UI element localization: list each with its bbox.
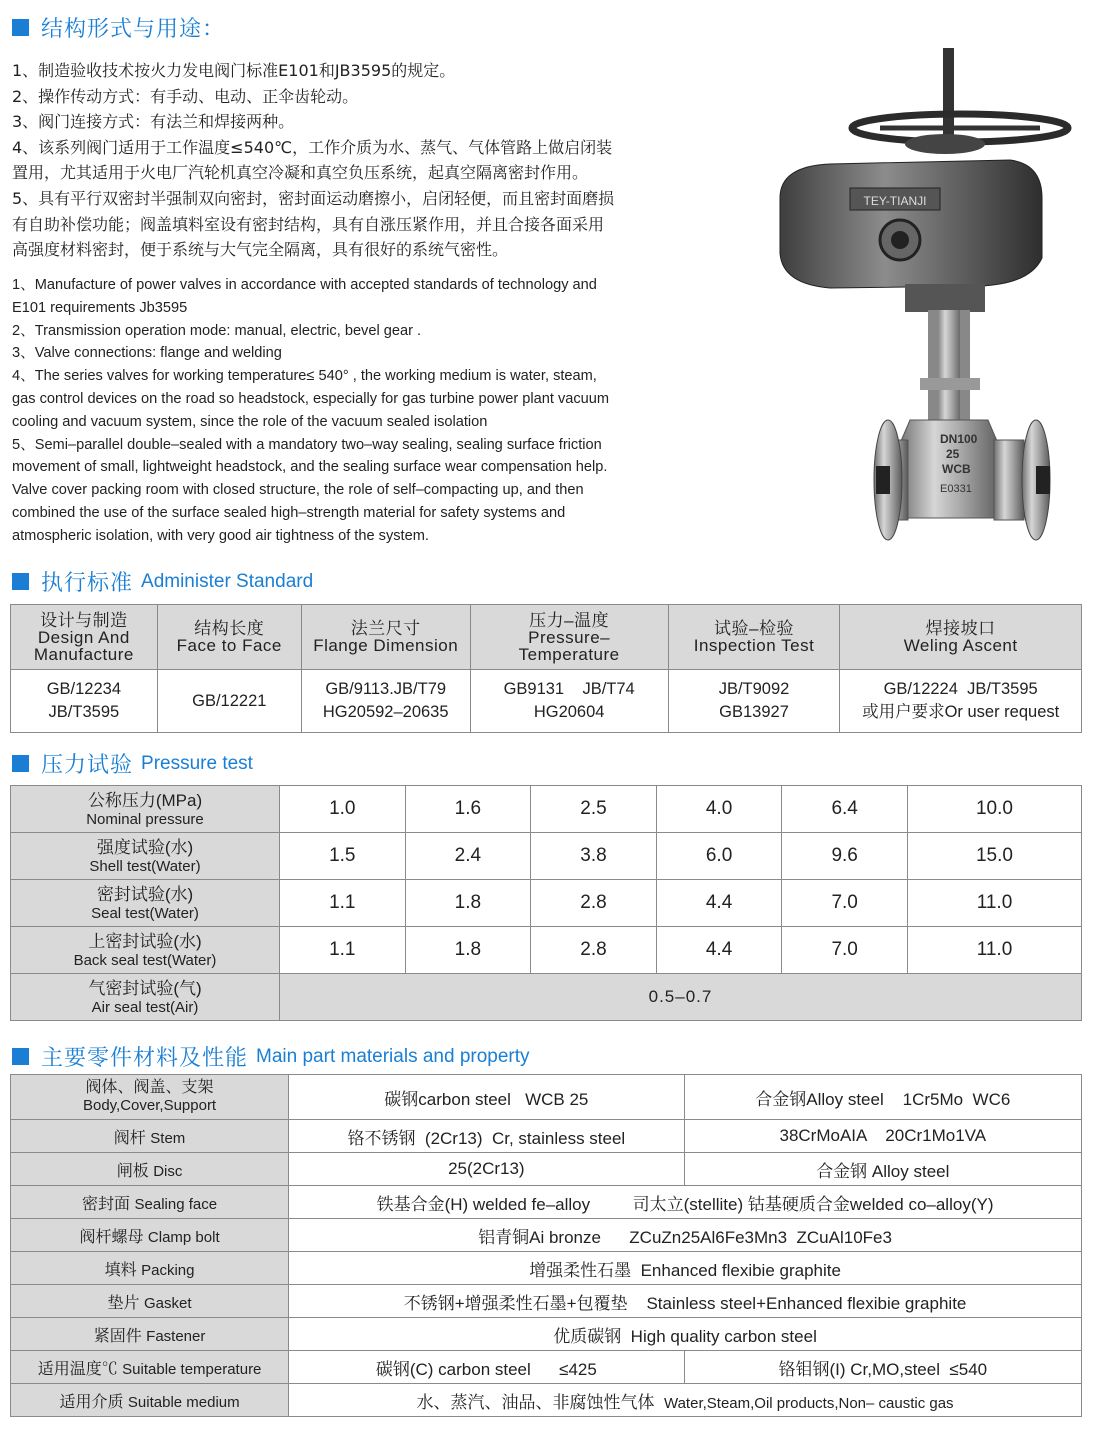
square-bullet-icon [12, 573, 29, 590]
table-cell: 2.4 [405, 833, 531, 880]
row-label: 强度试验(水) Shell test(Water) [11, 833, 280, 880]
table-cell: 1.5 [280, 833, 406, 880]
text-line: 置用，尤其适用于火电厂汽轮机真空冷凝和真空负压系统，起真空隔离密封作用。 [12, 163, 589, 183]
section-title: 结构形式与用途： [41, 17, 226, 42]
section-title-en: Main part materials and property [256, 1045, 530, 1067]
text-line: E101 requirements Jb3595 [12, 299, 188, 316]
text-line: movement of small, lightweight headstock, and the sealing surface wear compensation help. [12, 459, 608, 476]
row-label: 气密封试验(气) Air seal test(Air) [11, 974, 280, 1021]
table-row [11, 880, 1082, 927]
row-label: 适用温度℃ Suitable temperature [11, 1351, 289, 1384]
table-cell: 2.5 [531, 786, 657, 833]
row-label: 适用介质 Suitable medium [11, 1384, 289, 1417]
chinese-description [12, 58, 742, 263]
english-description [12, 274, 712, 548]
table-cell: 4.4 [656, 927, 782, 974]
table-row [11, 1075, 1082, 1120]
header-cell: 法兰尺寸 Flange Dimension [301, 605, 470, 670]
square-bullet-icon [12, 755, 29, 772]
row-label: 上密封试验(水) Back seal test(Water) [11, 927, 280, 974]
table-cell: JB/T9092 GB13927 [668, 670, 840, 733]
text-line: 2、Transmission operation mode: manual, electric, bevel gear . [12, 322, 422, 339]
header-cell: 结构长度 Face to Face [157, 605, 301, 670]
table-cell: 1.1 [280, 880, 406, 927]
text-line: atmospheric isolation, with very good air tightness of the system. [12, 527, 429, 544]
square-bullet-icon [12, 19, 29, 36]
row-label: 密封面 Sealing face [11, 1186, 289, 1219]
text-line: 1、制造验收技术按火力发电阀门标准E101和JB3595的规定。 [12, 61, 456, 80]
table-cell: 2.8 [531, 880, 657, 927]
text-line: 3、阀门连接方式：有法兰和焊接两种。 [12, 112, 295, 132]
table-cell: 15.0 [907, 833, 1081, 880]
table-cell: 1.6 [405, 786, 531, 833]
table-cell: 优质碳钢 High quality carbon steel [289, 1318, 1082, 1351]
row-label: 密封试验(水) Seal test(Water) [11, 880, 280, 927]
row-label: 闸板 Disc [11, 1153, 289, 1186]
header-cell: 压力–温度 Pressure– Temperature [470, 605, 668, 670]
text-line: 4、该系列阀门适用于工作温度≤540℃，工作介质为水、蒸气、气体管路上做启闭装 [12, 137, 613, 157]
section-title-en: Pressure test [141, 752, 253, 774]
table-cell: 2.8 [531, 927, 657, 974]
row-label: 阀体、阀盖、支架 Body,Cover,Support [11, 1075, 289, 1120]
table-row [11, 833, 1082, 880]
table-row [11, 1186, 1082, 1219]
body-mark: 25 [946, 447, 960, 461]
header-cell: 焊接坡口 Weling Ascent [840, 605, 1082, 670]
text-line: 4、The series valves for working temperature≤ 540° , the working medium is water, steam, [12, 368, 597, 385]
table-row [11, 1318, 1082, 1351]
table-cell: 38CrMoAIA 20Cr1Mo1VA [684, 1120, 1081, 1153]
table-cell: 1.1 [280, 927, 406, 974]
body-mark: E0331 [940, 483, 972, 495]
table-header-row [11, 605, 1082, 670]
table-row [11, 1351, 1082, 1384]
standard-table [10, 604, 1082, 733]
text-line: 3、Valve connections: flange and welding [12, 345, 282, 362]
table-cell: 铬不锈钢 (2Cr13) Cr, stainless steel [289, 1120, 685, 1153]
table-row [11, 1219, 1082, 1252]
table-row [11, 1153, 1082, 1186]
plate-text: TEY-TIANJI [863, 194, 927, 208]
table-cell: GB/12224 JB/T3595 或用户要求Or user request [840, 670, 1082, 733]
body-mark: DN100 [940, 432, 978, 446]
text-line: 5、具有平行双密封半强制双向密封，密封面运动磨擦小，启闭轻便，而且密封面磨损 [12, 188, 615, 208]
row-label: 阀杆 Stem [11, 1120, 289, 1153]
row-label: 填料 Packing [11, 1252, 289, 1285]
pressure-test-table [10, 785, 1082, 1021]
gate-valve-image [760, 48, 1080, 548]
text-line: 有自助补偿功能；阀盖填料室设有密封结构，具有自涨压紧作用，并且合接各面采用 [12, 214, 605, 234]
section-header-materials [12, 1041, 530, 1072]
table-row [11, 1384, 1082, 1417]
section-header-structure [12, 12, 225, 43]
table-cell: 4.0 [656, 786, 782, 833]
table-cell: 碳钢carbon steel WCB 25 [289, 1075, 685, 1120]
table-cell: 铝青铜Ai bronze ZCuZn25Al6Fe3Mn3 ZCuAl10Fe3 [289, 1219, 1082, 1252]
text-line: 2、操作传动方式：有手动、电动、正伞齿轮动。 [12, 86, 359, 106]
row-label: 紧固件 Fastener [11, 1318, 289, 1351]
section-header-standard [12, 566, 313, 597]
table-cell: 水、蒸汽、油品、非腐蚀性气体 Water,Steam,Oil products,Non– caustic gas [289, 1384, 1082, 1417]
text-line: 5、Semi–parallel double–sealed with a mandatory two–way sealing, sealing surface friction [12, 436, 602, 453]
table-cell: 1.8 [405, 927, 531, 974]
table-cell: 铁基合金(H) welded fe–alloy 司太立(stellite) 钴基硬质合金welded co–alloy(Y) [289, 1186, 1082, 1219]
table-row [11, 974, 1082, 1021]
materials-table [10, 1074, 1082, 1417]
section-title-cn: 压力试验 [41, 753, 134, 778]
table-row [11, 670, 1082, 733]
table-cell: 9.6 [782, 833, 908, 880]
table-cell: 合金钢Alloy steel 1Cr5Mo WC6 [684, 1075, 1081, 1120]
table-row [11, 1120, 1082, 1153]
table-row [11, 927, 1082, 974]
row-label: 公称压力(MPa) Nominal pressure [11, 786, 280, 833]
table-cell: 0.5–0.7 [280, 974, 1082, 1021]
section-title-cn: 主要零件材料及性能 [41, 1046, 249, 1071]
table-cell: 合金钢 Alloy steel [684, 1153, 1081, 1186]
table-cell: 增强柔性石墨 Enhanced flexibie graphite [289, 1252, 1082, 1285]
section-header-pressure [12, 748, 253, 779]
table-cell: 6.4 [782, 786, 908, 833]
header-cell: 试验–检验 Inspection Test [668, 605, 840, 670]
table-cell: 11.0 [907, 880, 1081, 927]
table-cell: GB/12234 JB/T3595 [11, 670, 158, 733]
text-line: 1、Manufacture of power valves in accordance with accepted standards of technology and [12, 277, 597, 293]
table-cell: 1.8 [405, 880, 531, 927]
table-cell: 10.0 [907, 786, 1081, 833]
table-cell: 铬钼钢(I) Cr,MO,steel ≤540 [684, 1351, 1081, 1384]
table-row [11, 1252, 1082, 1285]
square-bullet-icon [12, 1048, 29, 1065]
table-cell: 7.0 [782, 927, 908, 974]
table-cell: GB/12221 [157, 670, 301, 733]
table-cell: 碳钢(C) carbon steel ≤425 [289, 1351, 685, 1384]
table-row [11, 786, 1082, 833]
table-row [11, 1285, 1082, 1318]
table-cell: 25(2Cr13) [289, 1153, 685, 1186]
table-cell: 7.0 [782, 880, 908, 927]
table-cell: 不锈钢+增强柔性石墨+包覆垫 Stainless steel+Enhanced flexibie graphite [289, 1285, 1082, 1318]
section-title-en: Administer Standard [141, 570, 314, 592]
text-line: 高强度材料密封，便于系统与大气完全隔离，具有很好的系统气密性。 [12, 240, 509, 260]
table-cell: GB/9113.JB/T79 HG20592–20635 [301, 670, 470, 733]
table-cell: 11.0 [907, 927, 1081, 974]
text-line: Valve cover packing room with closed structure, the role of self–compacting up, and then [12, 482, 584, 499]
row-label: 垫片 Gasket [11, 1285, 289, 1318]
table-cell: 1.0 [280, 786, 406, 833]
table-cell: GB9131 JB/T74 HG20604 [470, 670, 668, 733]
body-mark: WCB [942, 462, 971, 476]
text-line: combined the use of the surface sealed high–strength material for safety systems and [12, 504, 566, 521]
table-cell: 4.4 [656, 880, 782, 927]
table-cell: 3.8 [531, 833, 657, 880]
text-line: cooling and vacuum system, since the role of the vacuum sealed isolation [12, 413, 488, 430]
header-cell: 设计与制造 Design And Manufacture [11, 605, 158, 670]
row-label: 阀杆螺母 Clamp bolt [11, 1219, 289, 1252]
table-cell: 6.0 [656, 833, 782, 880]
text-line: gas control devices on the road so headstock, especially for gas turbine power plant vacuum [12, 390, 610, 407]
section-title-cn: 执行标准 [41, 571, 134, 596]
